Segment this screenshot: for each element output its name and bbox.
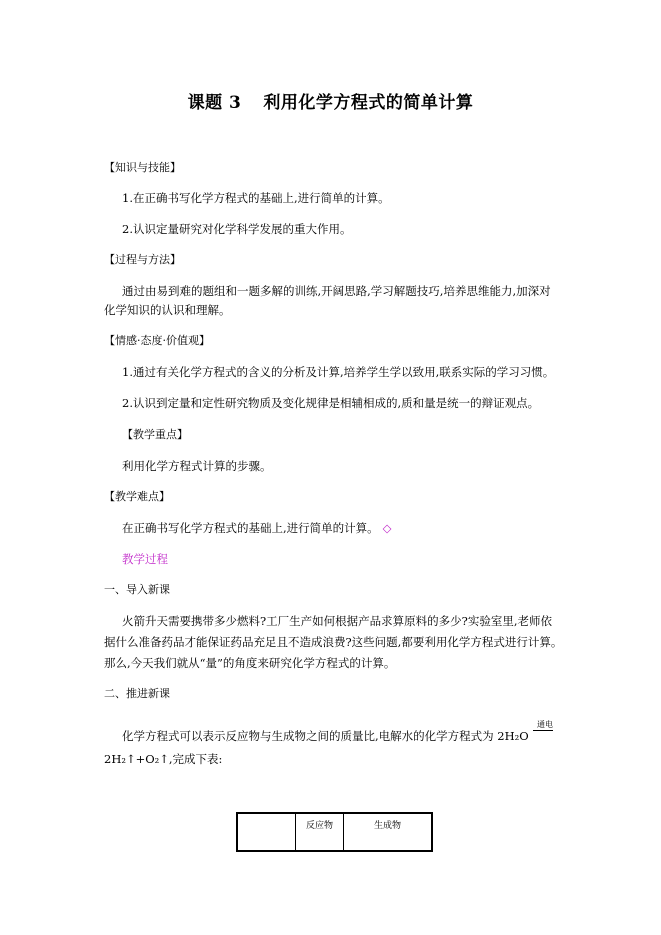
heading-intro: 一、导入新课	[104, 583, 170, 596]
reaction-arrow-line	[533, 730, 553, 731]
heading-difficulty: 【教学难点】	[104, 490, 170, 503]
table-header-reactant: 反应物	[296, 813, 344, 851]
process-line-2: 化学知识的认识和理解。	[104, 303, 231, 317]
title-text: 利用化学方程式的简单计算	[263, 93, 474, 113]
process-line-1: 通过由易到难的题组和一题多解的训练,开阔思路,学习解题技巧,培养思维能力,加深对	[122, 284, 551, 298]
new-lesson-line-2: 2H₂↑+O₂↑,完成下表:	[104, 752, 223, 766]
title-number: 课题 3	[187, 93, 242, 113]
heading-new-lesson: 二、推进新课	[104, 687, 170, 700]
key-point-text: 利用化学方程式计算的步骤。	[122, 459, 272, 473]
knowledge-item-2: 2.认识定量研究对化学科学发展的重大作用。	[122, 222, 352, 236]
diamond-mark-icon: ◇	[382, 521, 392, 535]
table-row	[237, 813, 432, 851]
intro-line-1: 火箭升天需要携带多少燃料?工厂生产如何根据产品求算原料的多少?实验室里,老师依	[122, 614, 552, 628]
table-cell-empty	[237, 813, 296, 851]
difficulty-line	[122, 520, 392, 536]
difficulty-text: 在正确书写化学方程式的基础上,进行简单的计算。	[122, 521, 379, 535]
heading-process: 【过程与方法】	[104, 253, 181, 266]
intro-line-3: 那么,今天我们就从“量”的角度来研究化学方程式的计算。	[104, 656, 396, 670]
table-header-product: 生成物	[344, 813, 433, 851]
reaction-condition: 通电	[537, 720, 553, 729]
page-title	[0, 88, 661, 113]
intro-line-2: 据什么准备药品才能保证药品充足且不造成浪费?这些问题,都要利用化学方程式进行计算。	[104, 635, 563, 649]
emotion-item-1: 1.通过有关化学方程式的含义的分析及计算,培养学生学以致用,联系实际的学习习惯。	[122, 365, 555, 379]
knowledge-item-1: 1.在正确书写化学方程式的基础上,进行简单的计算。	[122, 191, 390, 205]
emotion-item-2: 2.认识到定量和定性研究物质及变化规律是相辅相成的,质和量是统一的辩证观点。	[122, 396, 540, 410]
heading-knowledge: 【知识与技能】	[104, 161, 181, 174]
reaction-table	[236, 812, 433, 852]
teaching-process-title: 教学过程	[122, 552, 168, 566]
new-lesson-line-1: 化学方程式可以表示反应物与生成物之间的质量比,电解水的化学方程式为 2H₂O	[122, 729, 529, 743]
heading-key-point: 【教学重点】	[122, 428, 188, 441]
heading-emotion: 【情感·态度·价值观】	[104, 334, 210, 347]
